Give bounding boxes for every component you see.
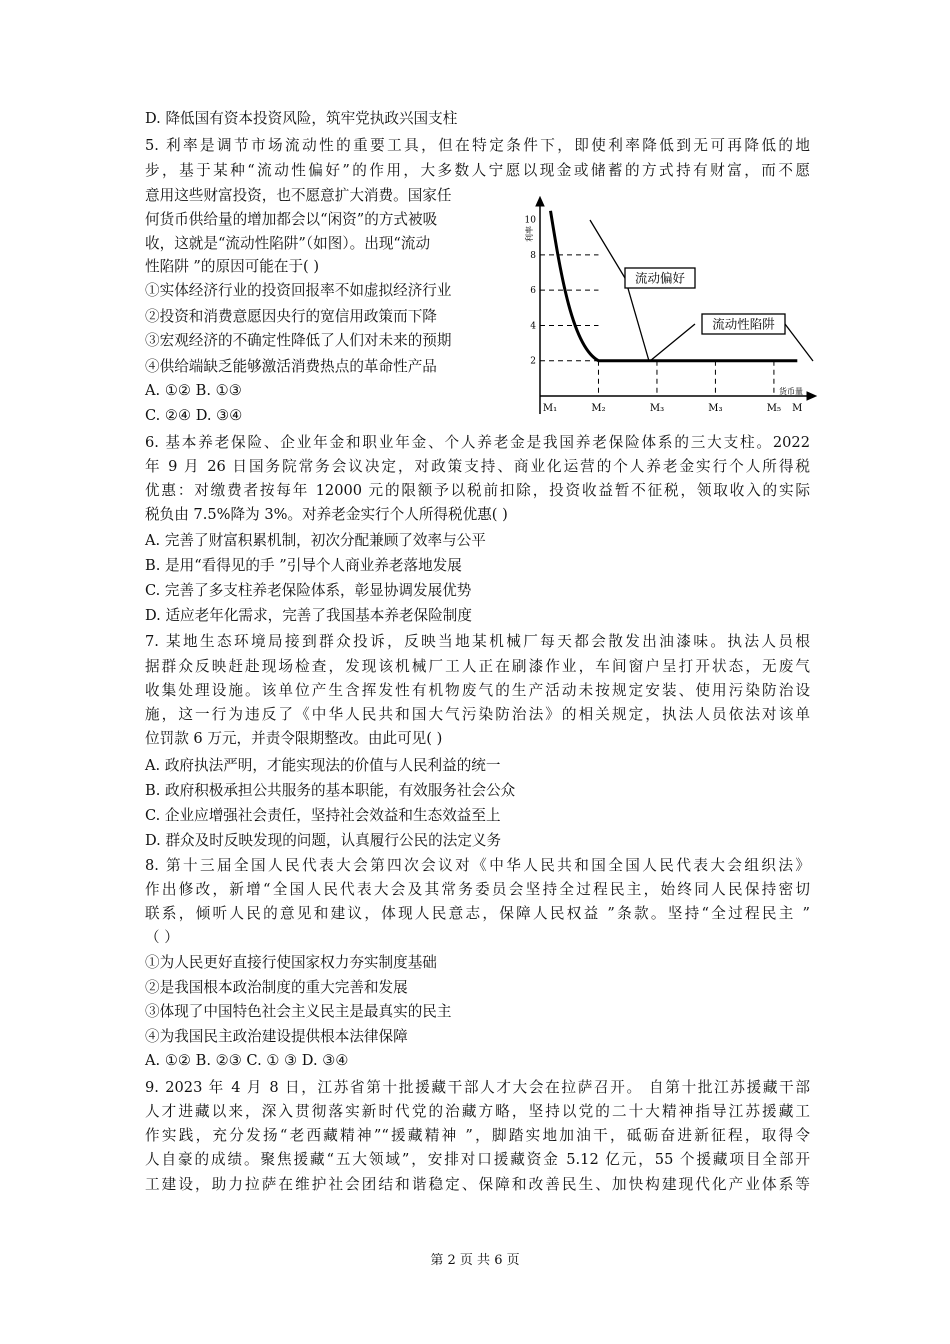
y-tick-label: 2 — [530, 356, 536, 367]
text-line: 性陷阱 ”的原因可能在于( ) — [145, 258, 320, 275]
text-line: 位罚款 6 万元，并责令限期整改。由此可见( ) — [145, 730, 443, 747]
page-footer: 第 2 页 共 6 页 — [430, 1253, 520, 1268]
text-line: A. 完善了财富积累机制，初次分配兼顾了效率与公平 — [145, 532, 486, 549]
text-line: A. ①② B. ①③ — [145, 382, 242, 399]
callout-line-2 — [625, 278, 649, 361]
liquidity-trap-chart — [517, 196, 817, 418]
x-tick-label: M — [792, 403, 803, 414]
text-line: D. 降低国有资本投资风险，筑牢党执政兴国支柱 — [145, 110, 458, 127]
text-line: 作实践，充分发扬“老西藏精神”“援藏精神 ”，脚踏实地加油干，砥砺奋进新征程，取得令 — [145, 1127, 810, 1144]
callout-line-4 — [785, 324, 813, 361]
x-tick-label: M₂ — [591, 403, 606, 414]
text-line: ②投资和消费意愿因央行的宽信用政策而下降 — [145, 308, 437, 325]
text-line: ②是我国根本政治制度的重大完善和发展 — [145, 979, 408, 996]
text-line: ③宏观经济的不确定性降低了人们对未来的预期 — [145, 332, 452, 349]
x-axis-arrow — [807, 392, 816, 400]
text-line: 联系，倾听人民的意见和建议，体现人民意志，保障人民权益 ”条款。坚持“全过程民主 ” — [145, 905, 810, 922]
y-tick-label: 8 — [530, 250, 536, 261]
text-line: 步，基于某种“流动性偏好”的作用，大多数人宁愿以现金或储蓄的方式持有财富，而不愿 — [145, 162, 810, 179]
text-line: 人才进藏以来，深入贯彻落实新时代党的治藏方略，坚持以党的二十大精神指导江苏援藏工 — [145, 1103, 810, 1120]
text-line: B. 政府积极承担公共服务的基本职能，有效服务社会公众 — [145, 782, 516, 799]
x-tick-label: M₅ — [766, 403, 782, 414]
text-line: ③体现了中国特色社会主义民主是最真实的民主 — [145, 1003, 452, 1020]
text-line: 9. 2023 年 4 月 8 日，江苏省第十批援藏干部人才大会在拉萨召开。 自第十批江苏援藏干部 — [145, 1079, 810, 1096]
text-line: 作出修改，新增“全国人民代表大会及其常务委员会坚持全过程民主，始终同人民保持密切 — [145, 881, 810, 898]
x-tick-label: M₃ — [649, 403, 665, 414]
text-line: 收集处理设施。该单位产生含挥发性有机物废气的生产活动未按规定安装、使用污染防治设 — [145, 682, 810, 699]
text-line: （ ） — [145, 929, 179, 946]
y-axis-label: 利率 — [525, 226, 534, 242]
text-line: B. 是用“看得见的手 ”引导个人商业养老落地发展 — [145, 557, 462, 574]
x-tick-label: M₃ — [708, 403, 723, 414]
text-line: D. 群众及时反映发现的问题，认真履行公民的法定义务 — [145, 832, 502, 849]
y-tick-label: 6 — [530, 286, 536, 297]
y-axis-arrow — [536, 197, 544, 206]
text-line: ①为人民更好直接行使国家权力夯实制度基础 — [145, 954, 437, 971]
text-line: ④供给端缺乏能够激活消费热点的革命性产品 — [145, 358, 437, 375]
text-line: ④为我国民主政治建设提供根本法律保障 — [145, 1028, 408, 1045]
y-tick-label: 4 — [530, 321, 536, 332]
text-line: ①实体经济行业的投资回报率不如虚拟经济行业 — [145, 282, 452, 299]
callout-line-3 — [650, 324, 695, 361]
text-line: 工建设，助力拉萨在维护社会团结和谐稳定、保障和改善民生、加快构建现代化产业体系等 — [145, 1176, 810, 1193]
x-axis-label: 货币量 — [779, 387, 803, 396]
text-line: 施，这一行为违反了《中华人民共和国大气污染防治法》的相关规定，执法人员依法对该单 — [145, 706, 810, 723]
text-line: D. 适应老年化需求，完善了我国基本养老保险制度 — [145, 607, 472, 624]
text-line: 优惠：对缴费者按每年 12000 元的限额予以税前扣除，投资收益暂不征税，领取收入的实际 — [145, 482, 810, 499]
text-line: 5. 利率是调节市场流动性的重要工具，但在特定条件下，即使利率降低到无可再降低的地 — [145, 137, 810, 154]
text-line: C. 企业应增强社会责任，坚持社会效益和生态效益至上 — [145, 807, 501, 824]
callout-label-trap: 流动性陷阱 — [712, 316, 775, 332]
text-line: A. ①② B. ②③ C. ① ③ D. ③④ — [145, 1052, 349, 1069]
text-line: A. 政府执法严明，才能实现法的价值与人民利益的统一 — [145, 757, 501, 774]
text-line: 人自豪的成绩。聚焦援藏“五大领域”，安排对口援藏资金 5.12 亿元，55 个援藏项目全部开 — [145, 1151, 810, 1168]
text-line: 6. 基本养老保险、企业年金和职业年金、个人养老金是我国养老保险体系的三大支柱。2022 — [145, 434, 810, 451]
text-line: 8. 第十三届全国人民代表大会第四次会议对《中华人民共和国全国人民代表大会组织法》 — [145, 857, 810, 874]
callout-label-preference: 流动偏好 — [634, 270, 686, 286]
text-line: 何货币供给量的增加都会以“闲资”的方式被吸 — [145, 211, 438, 228]
y-tick-label: 10 — [524, 215, 536, 226]
text-line: 年 9 月 26 日国务院常务会议决定，对政策支持、商业化运营的个人养老金实行个人所得税 — [145, 458, 810, 475]
text-line: 意用这些财富投资，也不愿意扩大消费。国家任 — [145, 187, 452, 204]
text-line: 据群众反映赶赴现场检查，发现该机械厂工人正在刷漆作业，车间窗户呈打开状态，无废气 — [145, 658, 810, 675]
text-line: 税负由 7.5%降为 3%。对养老金实行个人所得税优惠( ) — [145, 506, 508, 523]
callout-line-1 — [590, 220, 625, 278]
text-line: 收，这就是“流动性陷阱”（如图）。出现“流动 — [145, 235, 431, 252]
x-tick-label: M₁ — [542, 403, 558, 414]
text-line: C. ②④ D. ③④ — [145, 407, 243, 424]
text-line: C. 完善了多支柱养老保险体系，彰显协调发展优势 — [145, 582, 472, 599]
text-line: 7. 某地生态环境局接到群众投诉，反映当地某机械厂每天都会散发出油漆味。执法人员根 — [145, 633, 810, 650]
